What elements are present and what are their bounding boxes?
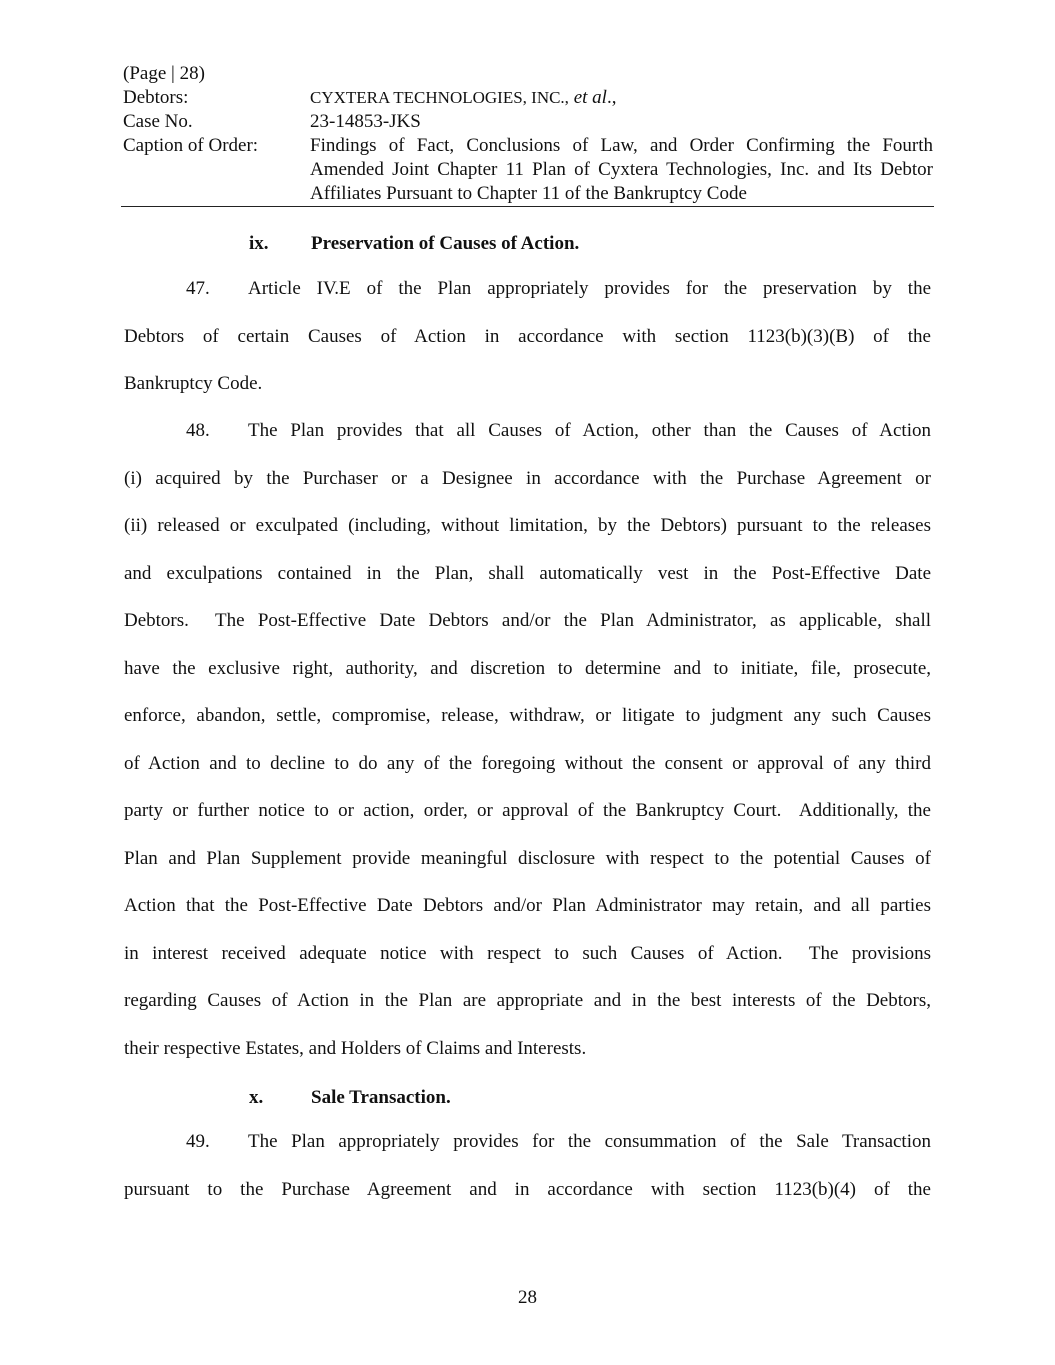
caption-value: Findings of Fact, Conclusions of Law, and Order Confirming the Fourth Amended Joint Chapter 11 Plan of Cyxtera Technologies, Inc. and Its Debtor Affiliates Pursuant to Chapter 11 of the Bankruptcy Code — [310, 135, 933, 204]
debtors-label: Debtors: — [123, 87, 189, 108]
paragraph-48 — [124, 407, 931, 1072]
debtors-row — [123, 86, 933, 110]
paragraph-line: (ii) released or exculpated (including, without limitation, by the Debtors) pursuant to the releases — [124, 515, 931, 536]
paragraph-line: 49. The Plan appropriately provides for the consummation of the Sale Transaction — [124, 1118, 931, 1166]
caption-label: Caption of Order: — [123, 135, 259, 156]
paragraph-line: pursuant to the Purchase Agreement and in accordance with section 1123(b)(4) of the — [124, 1178, 931, 1200]
section-title: Preservation of Causes of Action. — [311, 233, 580, 254]
paragraph-line: have the exclusive right, authority, and discretion to determine and to initiate, file, prosecute, — [124, 657, 931, 679]
paragraph-line: party or further notice to or action, order, or approval of the Bankruptcy Court. Additionally, the — [124, 800, 931, 821]
paragraph-47 — [124, 265, 931, 408]
paragraph-number: 49. — [186, 1131, 210, 1152]
paragraph-line: Debtors of certain Causes of Action in accordance with section 1123(b)(3)(B) of the — [124, 325, 931, 347]
paragraph-line: (i) acquired by the Purchaser or a Designee in accordance with the Purchase Agreement or — [124, 467, 931, 489]
paragraph-line: Bankruptcy Code. — [124, 373, 263, 394]
page-number: 28 — [518, 1287, 537, 1308]
paragraph-line: and exculpations contained in the Plan, shall automatically vest in the Post-Effective Date — [124, 562, 931, 584]
paragraph-line: 48. The Plan provides that all Causes of Action, other than the Causes of Action — [124, 407, 931, 455]
case-label: Case No. — [123, 111, 193, 132]
section-heading-x — [249, 1086, 451, 1110]
case-number-row — [123, 110, 933, 134]
caption-row — [123, 134, 933, 206]
paragraph-number: 47. — [186, 278, 210, 299]
case-value: 23-14853-JKS — [310, 111, 421, 132]
paragraph-line: of Action and to decline to do any of the foregoing without the consent or approval of any third — [124, 752, 931, 774]
header-divider — [121, 206, 934, 207]
debtors-value: CYXTERA TECHNOLOGIES, INC., et al., — [310, 87, 617, 108]
paragraph-49 — [124, 1118, 931, 1213]
paragraph-line: regarding Causes of Action in the Plan are appropriate and in the best interests of the Debtors, — [124, 990, 931, 1011]
document-header — [123, 62, 933, 206]
paragraph-line: Plan and Plan Supplement provide meaningful disclosure with respect to the potential Causes of — [124, 847, 931, 869]
paragraph-number: 48. — [186, 420, 210, 441]
paragraph-line: in interest received adequate notice with respect to such Causes of Action. The provisions — [124, 942, 931, 964]
paragraph-line: Action that the Post-Effective Date Debtors and/or Plan Administrator may retain, and all parties — [124, 895, 931, 916]
paragraph-line: enforce, abandon, settle, compromise, release, withdraw, or litigate to judgment any such Causes — [124, 705, 931, 726]
paragraph-line: Debtors. The Post-Effective Date Debtors and/or the Plan Administrator, as applicable, shall — [124, 610, 931, 631]
section-heading-ix — [249, 232, 579, 256]
section-number: x. — [249, 1087, 264, 1108]
section-number: ix. — [249, 233, 269, 254]
paragraph-line: 47. Article IV.E of the Plan appropriately provides for the preservation by the — [124, 265, 931, 313]
et-al: et al — [573, 87, 607, 108]
paragraph-line: their respective Estates, and Holders of Claims and Interests. — [124, 1037, 587, 1059]
page-reference: (Page | 28) — [123, 63, 205, 84]
section-title: Sale Transaction. — [311, 1087, 451, 1108]
